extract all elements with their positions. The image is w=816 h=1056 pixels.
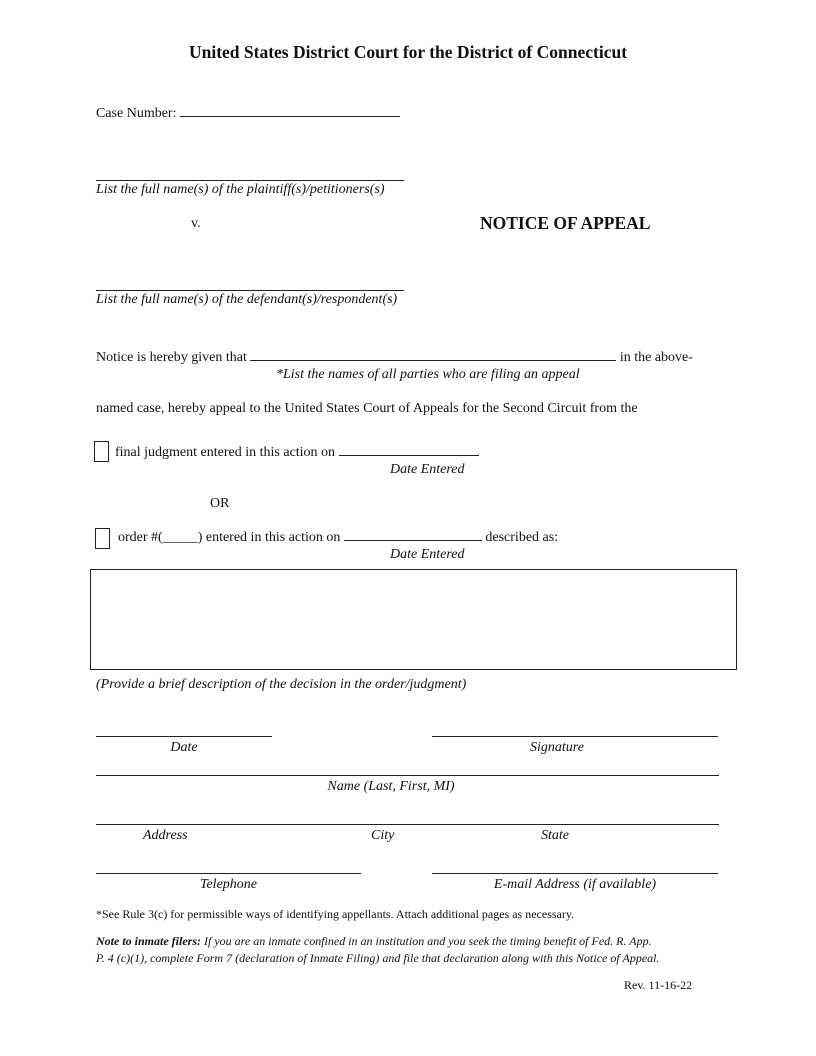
or-text: OR (210, 496, 230, 511)
inmate-note-line1: If you are an inmate confined in an institution and you seek the timing benefit of Fed. R. App. (204, 934, 652, 948)
parties-caption: *List the names of all parties who are filing an appeal (276, 367, 580, 382)
plaintiff-caption: List the full name(s) of the plaintiff(s)/petitioners(s) (96, 182, 385, 197)
inmate-note-line2: P. 4 (c)(1), complete Form 7 (declaration of Inmate Filing) and file that declaration along with this Notice of Appeal. (96, 951, 660, 965)
order-date-caption: Date Entered (390, 547, 465, 562)
revision-date: Rev. 11-16-22 (624, 978, 693, 992)
name-field[interactable] (96, 775, 719, 776)
decision-description-box[interactable] (90, 569, 737, 670)
order-middle: ) entered in this action on (197, 530, 341, 545)
description-caption: (Provide a brief description of the decision in the order/judgment) (96, 677, 467, 692)
signature-field[interactable] (432, 736, 718, 737)
court-title: United States District Court for the District of Connecticut (188, 42, 628, 62)
notice-row (96, 350, 693, 366)
order-checkbox[interactable] (95, 528, 110, 549)
final-judgment-row (115, 445, 479, 461)
inmate-note-label: Note to inmate filers: (96, 934, 201, 948)
signature-caption: Signature (530, 740, 584, 755)
date-field[interactable] (96, 736, 272, 737)
email-field[interactable] (432, 873, 718, 874)
name-caption: Name (Last, First, MI) (327, 779, 455, 794)
footnote: *See Rule 3(c) for permissible ways of identifying appellants. Attach additional pages as necessary. (96, 907, 575, 921)
final-judgment-label: final judgment entered in this action on (115, 445, 336, 460)
appealing-parties-field[interactable] (250, 359, 616, 361)
email-caption: E-mail Address (if available) (493, 877, 657, 892)
plaintiff-name-field[interactable] (96, 180, 404, 181)
form-title: NOTICE OF APPEAL (480, 213, 651, 233)
date-caption: Date (170, 740, 198, 755)
versus-text: v. (191, 216, 201, 231)
telephone-field[interactable] (96, 873, 361, 874)
notice-suffix: in the above- (619, 350, 693, 365)
order-number-field[interactable]: _____ (162, 530, 198, 545)
order-suffix: described as: (485, 530, 559, 545)
address-caption: Address (143, 828, 188, 843)
address-field[interactable] (96, 824, 719, 825)
order-row (118, 530, 558, 546)
city-caption: City (371, 828, 395, 843)
notice-continuation: named case, hereby appeal to the United States Court of Appeals for the Second Circuit from the (96, 401, 638, 416)
defendant-name-field[interactable] (96, 290, 404, 291)
state-caption: State (541, 828, 569, 843)
order-prefix: order #( (118, 530, 163, 545)
case-number-label: Case Number: (96, 106, 177, 121)
inmate-note (96, 933, 659, 967)
telephone-caption: Telephone (199, 877, 258, 892)
order-date-field[interactable] (344, 539, 482, 541)
final-judgment-date-caption: Date Entered (390, 462, 465, 477)
notice-prefix: Notice is hereby given that (96, 350, 247, 365)
final-judgment-date-field[interactable] (339, 454, 479, 456)
defendant-caption: List the full name(s) of the defendant(s)/respondent(s) (96, 292, 398, 307)
final-judgment-checkbox[interactable] (94, 441, 109, 462)
case-number-row (96, 106, 400, 122)
case-number-field[interactable] (180, 115, 400, 117)
